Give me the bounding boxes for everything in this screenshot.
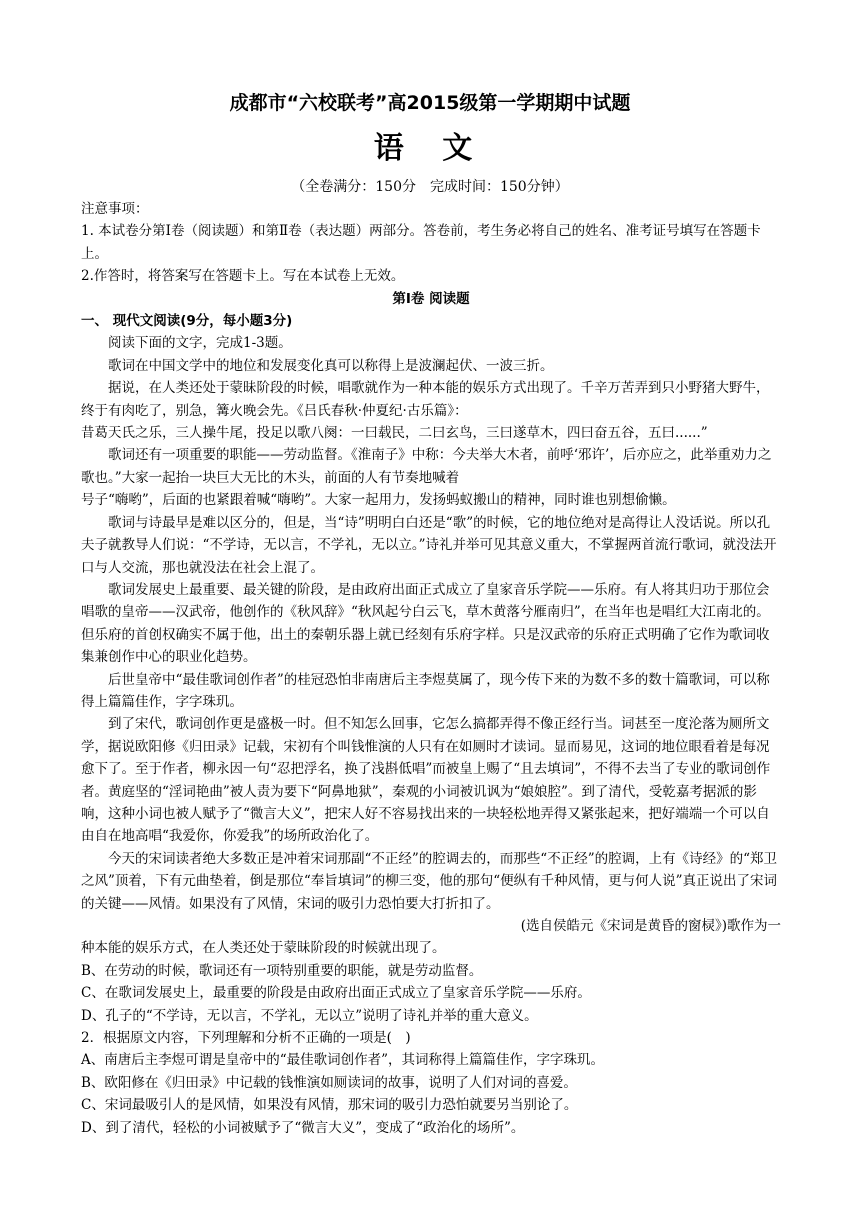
part-heading: 一、 现代文阅读(9分，每小题3分): [81, 313, 293, 330]
passage-paragraph: 后世皇帝中“最佳歌词创作者”的桂冠恐怕非南唐后主李煜莫属了，现今传下来的为数不多的数十篇歌词，可以称得上篇篇佳作，字字珠玑。: [81, 671, 770, 710]
q1-option-c: C、在歌词发展史上，最重要的阶段是由政府出面正式成立了皇家音乐学院——乐府。: [81, 985, 591, 1002]
passage-paragraph: 今天的宋词读者绝大多数正是冲着宋词那副“不正经”的腔调去的，而那些“不正经”的腔调，上有《诗经》的“郑卫之风”顶着，下有元曲垫着，倒是那位“奉旨填词”的柳三变，他的那句“便纵有千种风情，更与何人说”真正说出了宋词的关键——风情。如果没有了风情，宋词的吸引力恐怕要大打折扣了。: [81, 850, 778, 912]
q2-option-d: D、到了清代，轻松的小词被赋予了“微言大义”，变成了“政治化的场所”。: [81, 1119, 525, 1136]
passage-paragraph: 到了宋代，歌词创作更是盛极一时。但不知怎么回事，它怎么搞都弄得不像正经行当。词甚至一度沦落为厕所文学，据说欧阳修《归田录》记载，宋初有个叫钱惟演的人只有在如厕时才读词。显而易见，这词的地位眼看着是每况愈下了。至于作者，柳永因一句“忍把浮名，换了浅斟低唱”而被皇上赐了“且去填词”，不得不去当了专业的歌词创作者。黄庭坚的“淫词艳曲”被人责为要下“阿鼻地狱”，秦观的小词被讥讽为“娘娘腔”。到了清代，受乾嘉考据派的影响，这种小词也被人赋予了“微言大义”，把宋人好不容易找出来的一块轻松地弄得又紧张起来，把好端端一个可以自由自在地高唱“我爱你，你爱我”的场所政治化了。: [81, 716, 771, 845]
q1-option-d: D、孔子的“不学诗，无以言，不学礼，无以立”说明了诗礼并举的重大意义。: [81, 1007, 538, 1024]
subject-title: 语 文: [373, 131, 487, 166]
notice-item-2: 2.作答时，将答案写在答题卡上。写在本试卷上无效。: [81, 268, 405, 285]
passage-paragraph-cont: 号子“嗨哟”，后面的也紧跟着喊“嗨哟”。大家一起用力，发扬蚂蚁搬山的精神，同时谁也别想偷懒。: [81, 492, 676, 509]
passage-paragraph: 歌词在中国文学中的地位和发展变化真可以称得上是波澜起伏、一波三折。: [108, 357, 554, 374]
q2-option-a: A、南唐后主李煜可谓是皇帝中的“最佳歌词创作者”，其词称得上篇篇佳作，字字珠玑。: [81, 1052, 605, 1069]
passage-quote: 昔葛天氏之乐，三人操牛尾，投足以歌八阕：一曰载民，二曰玄鸟，三曰遂草木，四曰奋五谷，五曰......”: [81, 425, 708, 442]
passage-paragraph: 歌词还有一项重要的职能——劳动监督。《淮南子》中称：今夫举大木者，前呼‘邪许’，后亦应之，此举重劝力之歌也。”大家一起抬一块巨大无比的木头，前面的人有节奏地喊着: [81, 447, 772, 486]
q1-option-a: 种本能的娱乐方式，在人类还处于蒙昧阶段的时候就出现了。: [81, 940, 446, 957]
exam-body: [81, 198, 781, 1139]
q2-stem: 2．根据原文内容，下列理解和分析不正确的一项是( ): [81, 1030, 411, 1047]
q2-option-c: C、宋词最吸引人的是风情，如果没有风情，那宋词的吸引力恐怕就要另当别论了。: [81, 1097, 578, 1114]
q2-option-b: B、欧阳修在《归田录》中记载的钱惟演如厕读词的故事，说明了人们对词的喜爱。: [81, 1074, 577, 1091]
notice-item-1: 1. 本试卷分第Ⅰ卷（阅读题）和第Ⅱ卷（表达题）两部分。答卷前，考生务必将自己的姓名、准考证号填写在答题卡上。: [81, 223, 761, 262]
source-note: (选自侯皓元《宋词是黄昏的窗棂》)歌作为一: [520, 918, 781, 934]
passage-paragraph: 歌词发展史上最重要、最关键的阶段，是由政府出面正式成立了皇家音乐学院——乐府。有人将其归功于那位会唱歌的皇帝——汉武帝，他创作的《秋风辞》“秋风起兮白云飞，草木黄落兮雁南归”，在当年也是唱红大江南北的。但乐府的首创权确实不属于他，出土的秦朝乐器上就已经刻有乐府字样。只是汉武帝的乐府正式明确了它作为歌词收集兼创作中心的职业化趋势。: [81, 581, 770, 666]
notice-heading: 注意事项：: [81, 201, 149, 217]
q1-option-b: B、在劳动的时候，歌词还有一项特别重要的职能，就是劳动监督。: [81, 962, 483, 979]
section-title: 第Ⅰ卷 阅读题: [392, 290, 470, 307]
passage-paragraph: 据说，在人类还处于蒙昧阶段的时候，唱歌就作为一种本能的娱乐方式出现了。千辛万苦弄到只小野猪大野牛，终于有肉吃了，别急，篝火晚会先。《吕氏春秋·仲夏纪·古乐篇》：: [81, 380, 770, 419]
exam-title: 成都市“六校联考”高2015级第一学期期中试题: [229, 92, 631, 114]
passage-paragraph: 歌词与诗最早是难以区分的，但是，当“诗”明明白白还是“歌”的时候，它的地位绝对是高得让人没话说。所以孔夫子就教导人们说：“不学诗，无以言，不学礼，无以立。”诗礼并举可见其意义重大，不掌握两首流行歌词，就没法开口与人交流，那也就没法在社会上混了。: [81, 514, 777, 576]
exam-meta: （全卷满分：150分 完成时间：150分钟）: [291, 179, 569, 195]
reading-instruction: 阅读下面的文字，完成1-3题。: [108, 335, 292, 352]
